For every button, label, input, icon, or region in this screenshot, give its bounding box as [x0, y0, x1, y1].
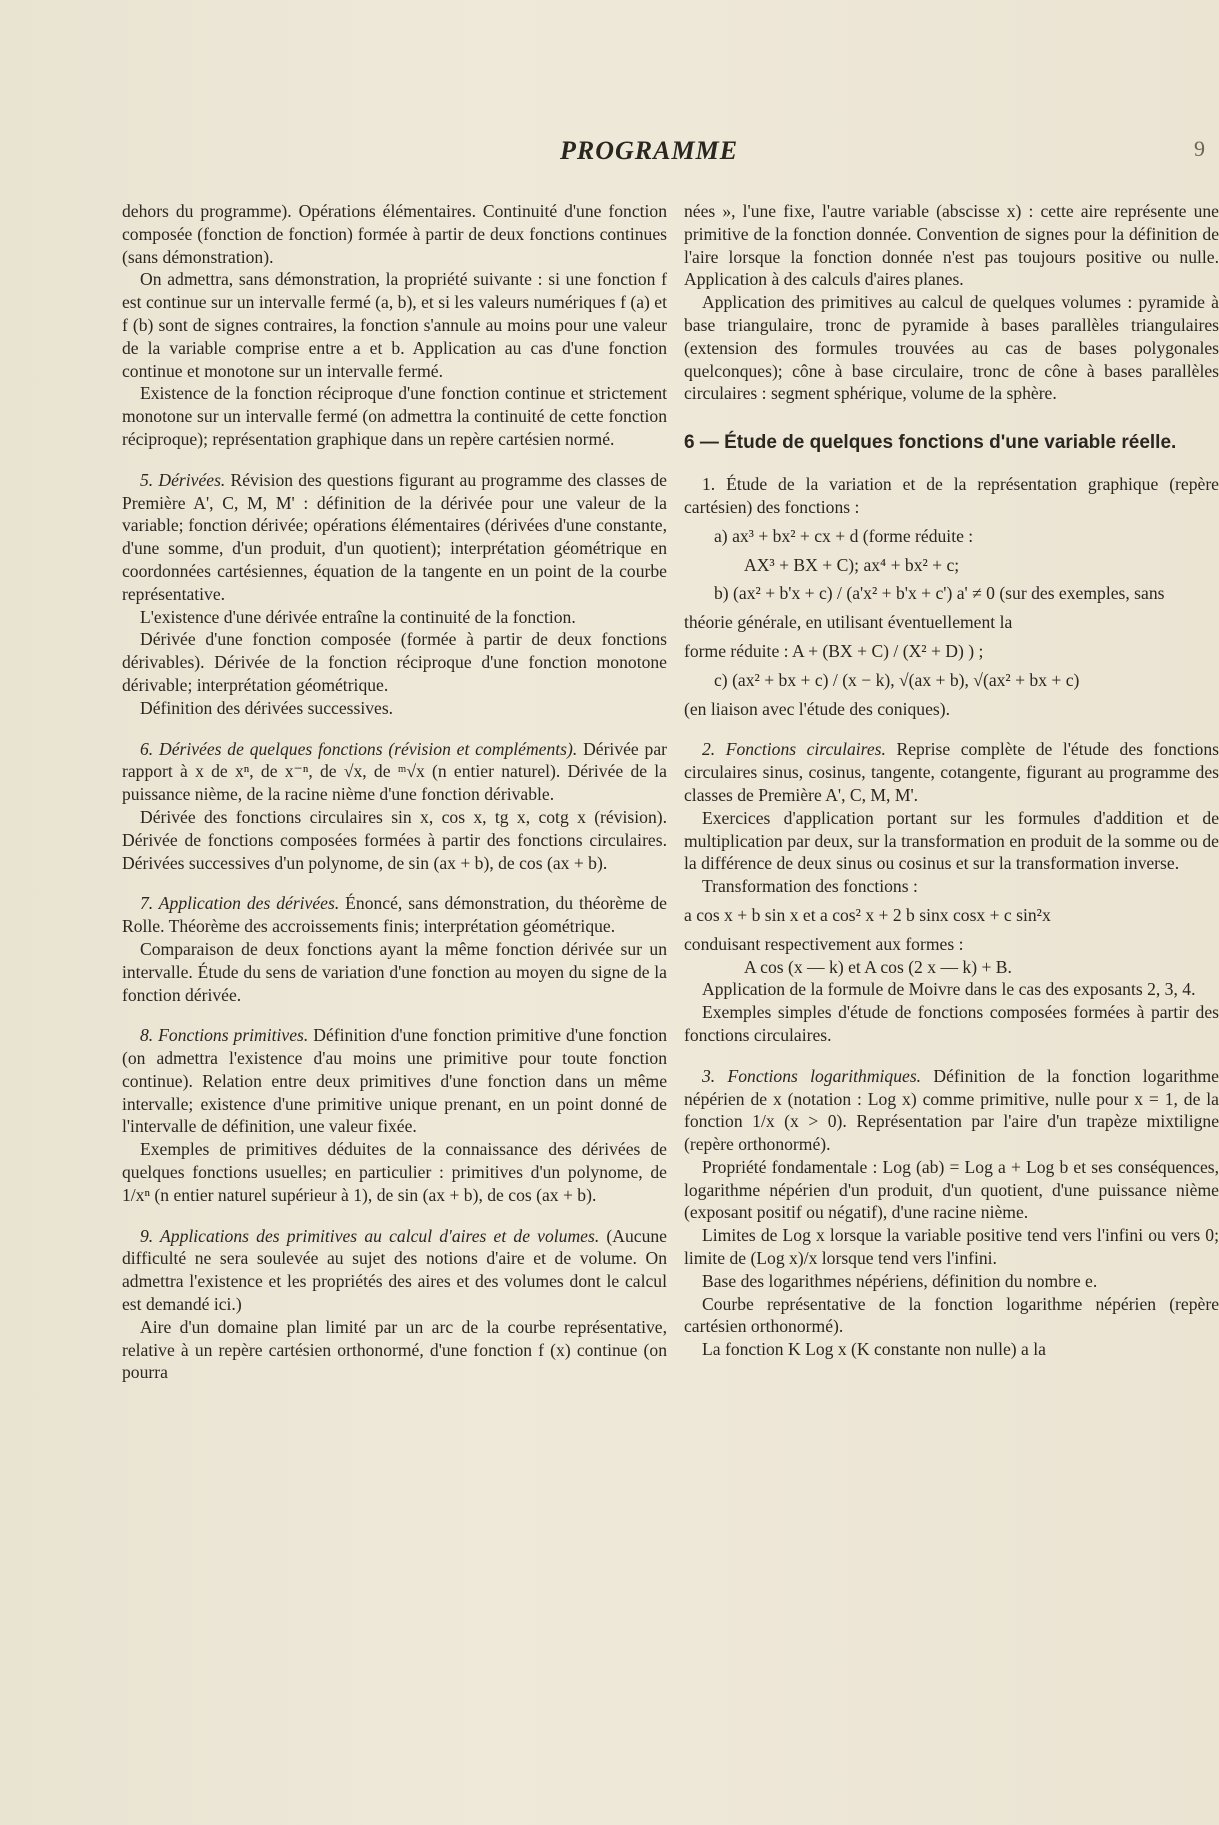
- paragraph: Courbe représentative de la fonction logarithme népérien (repère cartésien orthonormé).: [684, 1293, 1219, 1337]
- item-title: 9. Applications des primitives au calcul d'aires et de volumes.: [140, 1225, 600, 1246]
- paragraph: Propriété fondamentale : Log (ab) = Log a + Log b et ses conséquences, logarithme népérien d'un produit, d'un quotient, d'une puissance nième (exposant positif ou négatif), d'une racine nième.: [684, 1156, 1219, 1223]
- paragraph-text: Définition d'une fonction primitive d'une fonction (on admettra l'existence d'au moins une primitive pour toute fonction continue). Relation entre deux primitives d'une fonction dans un même intervalle; existence d'une primitive unique prenant, en un point donné de l'intervalle de définition, une valeur fixée.: [122, 1025, 668, 1137]
- paragraph-text: Définition de la fonction logarithme népérien de x (notation : Log x) comme primitive, nulle pour x = 1, de la fonction 1/x (x > 0). Représentation par l'aire d'un trapèze mixtiligne (repère orthonormé).: [684, 1065, 1219, 1155]
- formula-forms: A cos (x — k) et A cos (2 x — k) + B.: [744, 956, 1012, 977]
- item-title: 7. Application des dérivées.: [140, 893, 340, 914]
- paragraph: Dérivée d'une fonction composée (formée à partir de deux fonctions dérivables). Dérivée de la fonction réciproque d'une fonction monotone dérivable; interprétation géométrique.: [122, 629, 667, 695]
- page-number: 9: [1194, 136, 1205, 161]
- paragraph: Limites de Log x lorsque la variable positive tend vers l'infini ou vers 0; limite de (Log x)/x lorsque tend vers l'infini.: [684, 1225, 1219, 1269]
- paragraph: L'existence d'une dérivée entraîne la continuité de la fonction.: [140, 606, 576, 627]
- paragraph-text: Reprise complète de l'étude des fonctions circulaires sinus, cosinus, tangente, cotangente, figurant au programme des classes de Première A', C, M, M'.: [684, 739, 1219, 805]
- paragraph: On admettra, sans démonstration, la propriété suivante : si une fonction f est continue sur un intervalle fermé (a, b), et si les valeurs numériques f (a) et f (b) sont de signes contraires, la fonction s'annule au moins pour une valeur de la variable comprise entre a et b. Application au cas d'une fonction continue et monotone sur un intervalle fermé.: [122, 269, 667, 381]
- paragraph: La fonction K Log x (K constante non nulle) a la: [702, 1339, 1046, 1360]
- item-title: 6. Dérivées de quelques fonctions (révision et compléments).: [140, 738, 578, 759]
- formula-a: a) ax³ + bx² + cx + d (forme réduite :: [714, 525, 974, 546]
- section-7-paragraph: [122, 892, 667, 938]
- paragraph: Dérivée des fonctions circulaires sin x, cos x, tg x, cotg x (révision). Dérivée de fonctions composées formées à partir des fonctions circulaires. Dérivées successives d'un polynome, de sin (ax + b), de cos (ax + b).: [122, 806, 667, 873]
- section-8-paragraph: [122, 1024, 667, 1138]
- paragraph: conduisant respectivement aux formes :: [684, 933, 964, 954]
- left-column: [122, 200, 667, 1384]
- item-title: 5. Dérivées.: [140, 469, 226, 490]
- section-2-paragraph: [684, 738, 1219, 806]
- paragraph-text: Énoncé, sans démonstration, du théorème de Rolle. Théorème des accroissements finis; interprétation géométrique.: [122, 893, 667, 937]
- paragraph: Transformation des fonctions :: [702, 876, 918, 897]
- formula-b-reduced: forme réduite : A + (BX + C) / (X² + D) ) ;: [684, 640, 984, 661]
- paragraph: Aire d'un domaine plan limité par un arc de la courbe représentative, relative à un repère cartésien orthonormé, d'une fonction f (x) continue (on pourra: [122, 1316, 667, 1383]
- section-5-paragraph: [122, 469, 667, 606]
- paragraph: 1. Étude de la variation et de la représentation graphique (repère cartésien) des fonctions :: [684, 474, 1219, 517]
- paragraph: Base des logarithmes népériens, définition du nombre e.: [702, 1270, 1098, 1291]
- paragraph: Application des primitives au calcul de quelques volumes : pyramide à base triangulaire, tronc de pyramide à bases parallèles triangulaires (extension des formules trouvées au cas de bases polygonales quelconques); cône à base circulaire, tronc de cône à bases parallèles circulaires : segment sphérique, volume de la sphère.: [684, 292, 1219, 404]
- paragraph: théorie générale, en utilisant éventuellement la: [684, 612, 1013, 633]
- item-title: 2. Fonctions circulaires.: [702, 739, 886, 760]
- section-6-paragraph: [122, 738, 667, 806]
- section-9-paragraph: [122, 1225, 667, 1316]
- paragraph-text: (Aucune difficulté ne sera soulevée au sujet des notions d'aire et de volume. On admettra l'existence et les propriétés des aires et des volumes dont le calcul est demandé ici.): [122, 1225, 667, 1315]
- paragraph: Exemples de primitives déduites de la connaissance des dérivées de quelques fonctions usuelles; en particulier : primitives d'un polynome, de 1/xⁿ (n entier naturel supérieur à 1), de sin (ax + b), de cos (ax + b).: [122, 1139, 667, 1205]
- paragraph: Existence de la fonction réciproque d'une fonction continue et strictement monotone sur un intervalle fermé (on admettra la continuité de cette fonction réciproque); représentation graphique dans un repère cartésien normé.: [122, 383, 667, 449]
- paragraph: (en liaison avec l'étude des coniques).: [684, 698, 951, 719]
- formula-transform: a cos x + b sin x et a cos² x + 2 b sinx cosx + c sin²x: [684, 904, 1051, 925]
- formula-b: b) (ax² + b'x + c) / (a'x² + b'x + c') a' ≠ 0 (sur des exemples, sans: [714, 583, 1165, 604]
- formula-c: c) (ax² + bx + c) / (x − k), √(ax + b), √(ax² + bx + c): [714, 669, 1080, 690]
- right-column: [684, 200, 1219, 1361]
- paragraph: nées », l'une fixe, l'autre variable (abscisse x) : cette aire représente une primitive de la fonction donnée. Convention de signes pour la définition de l'aire lorsque la fonction donnée n'est pas toujours positive ou nulle. Application à des calculs d'aires planes.: [684, 201, 1219, 290]
- section-heading: 6 — Étude de quelques fonctions d'une variable réelle.: [684, 432, 1177, 454]
- paragraph-text: Révision des questions figurant au programme des classes de Première A', C, M, M' : définition de la dérivée pour une valeur de la variable; fonction dérivée; opérations élémentaires (dérivées d'une constante, d'une somme, d'un produit, d'un quotient); interprétation géométrique en coordonnées cartésiennes, équation de la tangente en un point de la courbe représentative.: [122, 469, 667, 604]
- item-title: 3. Fonctions logarithmiques.: [702, 1065, 922, 1086]
- paragraph: Exemples simples d'étude de fonctions composées formées à partir des fonctions circulaires.: [684, 1002, 1219, 1045]
- paragraph: Exercices d'application portant sur les formules d'addition et de multiplication par deux, sur la transformation en produit de la somme ou de la différence de deux sinus ou cosinus et sur la transformation inverse.: [684, 807, 1219, 874]
- paragraph: Comparaison de deux fonctions ayant la même fonction dérivée sur un intervalle. Étude du sens de variation d'une fonction au moyen du signe de la fonction dérivée.: [122, 938, 667, 1005]
- running-title: PROGRAMME: [560, 136, 739, 165]
- page-header: [0, 136, 1219, 176]
- item-title: 8. Fonctions primitives.: [140, 1025, 309, 1046]
- formula-a-reduced: AX³ + BX + C); ax⁴ + bx² + c;: [744, 554, 960, 575]
- paragraph-text: Dérivée par rapport à x de xⁿ, de x⁻ⁿ, de √x, de ᵐ√x (n entier naturel). Dérivée de la puissance nième, de la racine nième d'une fonction dérivable.: [122, 738, 667, 805]
- paragraph: dehors du programme). Opérations élémentaires. Continuité d'une fonction composée (fonction de fonction) formée à partir de deux fonctions continues (sans démonstration).: [122, 201, 667, 267]
- section-3-paragraph: [684, 1065, 1219, 1156]
- paragraph: Définition des dérivées successives.: [140, 697, 394, 718]
- paragraph: Application de la formule de Moivre dans le cas des exposants 2, 3, 4.: [702, 979, 1196, 1000]
